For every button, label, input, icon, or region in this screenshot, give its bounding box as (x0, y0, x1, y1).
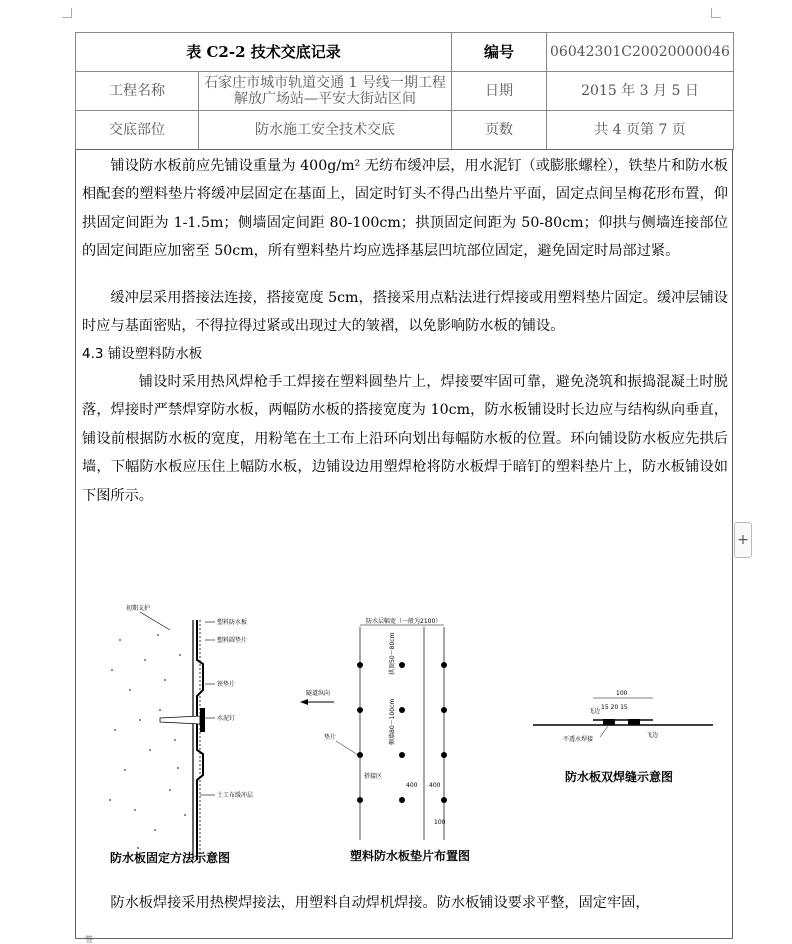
pad-layout-diagram (294, 615, 494, 875)
weld-right (628, 719, 640, 725)
number-label: 编号 (452, 33, 547, 72)
header-table (75, 32, 734, 150)
label-iron: 铁垫片 (217, 681, 236, 688)
part-label: 交底部位 (76, 111, 199, 150)
label-dim-total: 100 (616, 690, 628, 697)
weld-left (603, 719, 615, 725)
label-arch-spacing: 拱顶50～80cm (389, 632, 396, 675)
section-heading: 4.3 铺设塑料防水板 (82, 346, 203, 362)
label-board: 塑料防水板 (217, 619, 248, 626)
paragraph-3: 铺设时采用热风焊枪手工焊接在塑料圆垫片上，焊接要牢固可靠，避免浇筑和振捣混凝土时脱落，焊接时严禁焊穿防水板，两幅防水板的搭接宽度为 10cm，防水板铺设时长边应与结构纵向垂直，铺设前根据防水板的宽度，用粉笔在土工布上沿环向划出每幅防水板的位置。环向铺设防水板应先拱后墙，下幅防水板应压住上幅防水板，边铺设边用塑焊枪将防水板焊于暗钉的塑料垫片上，防水板铺设如下图所示。 (82, 374, 728, 504)
project-value-line1: 石家庄市城市轨道交通 1 号线一期工程 (204, 75, 446, 91)
board-edges (360, 627, 444, 840)
pad-leader (336, 741, 358, 755)
direction-arrow-head (300, 699, 308, 705)
number-value: 06042301C20020000046 (547, 33, 734, 72)
part-value: 防水施工安全技术交底 (199, 111, 452, 150)
project-label: 工程名称 (76, 72, 199, 111)
pages-label: 页数 (452, 111, 547, 150)
label-cushion: 土工布缓冲层 (217, 792, 254, 799)
add-button[interactable]: + (734, 522, 752, 558)
label-dim2: 400 (429, 782, 441, 789)
iron-pad (200, 708, 205, 732)
label-support: 初期支护 (126, 605, 151, 612)
label-pad: 塑料圆垫片 (217, 637, 248, 644)
date-value: 2015 年 3 月 5 日 (547, 72, 734, 111)
label-pad: 垫片 (324, 734, 337, 741)
label-gap: 不透水焊接 (563, 736, 594, 743)
label-mark-right: 飞边 (646, 732, 659, 739)
fixing-method-diagram (100, 600, 300, 875)
paragraph-2: 缓冲层采用搭接法连接，搭接宽度 5cm，搭接采用点粘法进行焊接或用塑料垫片固定。缓冲层铺设时应与基面密贴，不得拉得过紧或出现过大的皱褶，以免影响防水板的铺设。 (82, 290, 728, 335)
project-value-line2: 解放广场站—平安大街站区间 (234, 91, 416, 107)
cement-nail (160, 716, 200, 724)
label-dim1: 400 (406, 782, 418, 789)
gap-leader (600, 726, 608, 737)
label-width: 防水层幅宽（一般为2100） (366, 618, 442, 625)
project-value (199, 72, 452, 111)
label-dim-parts: 15 20 15 (601, 704, 628, 711)
fig2-caption: 塑料防水板垫片布置图 (350, 849, 471, 863)
label-mark-left: 飞边 (588, 708, 601, 715)
crop-mark-top-left (62, 8, 72, 18)
label-lap: 搭接区 (364, 773, 383, 780)
content-box (75, 149, 733, 939)
label-nail: 水泥钉 (217, 715, 236, 722)
fig3-caption: 防水板双焊缝示意图 (565, 770, 674, 784)
signature-row (75, 935, 733, 944)
record-title: 表 C2-2 技术交底记录 (76, 33, 452, 72)
signature-label: 签 (85, 935, 93, 944)
label-direction: 隧道纵向 (306, 690, 331, 697)
pages-value: 共 4 页第 7 页 (547, 111, 734, 150)
fig1-caption: 防水板固定方法示意图 (110, 851, 231, 865)
crop-mark-top-right (711, 8, 721, 18)
date-label: 日期 (452, 72, 547, 111)
paragraph-1: 铺设防水板前应先铺设重量为 400g/m² 无纺布缓冲层，用水泥钉（或膨胀螺栓），铁垫片和防水板相配套的塑料垫片将缓冲层固定在基面上，固定时钉头不得凸出垫片平面，固定点间呈梅花形布置，仰拱固定间距为 1-1.5m；侧墙固定间距 80-100cm；拱顶固定间距为 50-80cm；仰拱与侧墙连接部位的固定间距应加密至 50cm，所有塑料垫片均应选择基层凹坑部位固定，避免固定时局部过紧。 (82, 158, 728, 260)
label-dim3: 100 (434, 819, 446, 826)
double-weld-diagram (528, 685, 728, 795)
paragraph-4: 防水板焊接采用热楔焊接法，用塑料自动焊机焊接。防水板铺设要求平整，固定牢固， (110, 895, 650, 911)
concrete-hatch (109, 634, 186, 849)
label-wall-spacing: 侧墙80～100cm (389, 698, 396, 745)
